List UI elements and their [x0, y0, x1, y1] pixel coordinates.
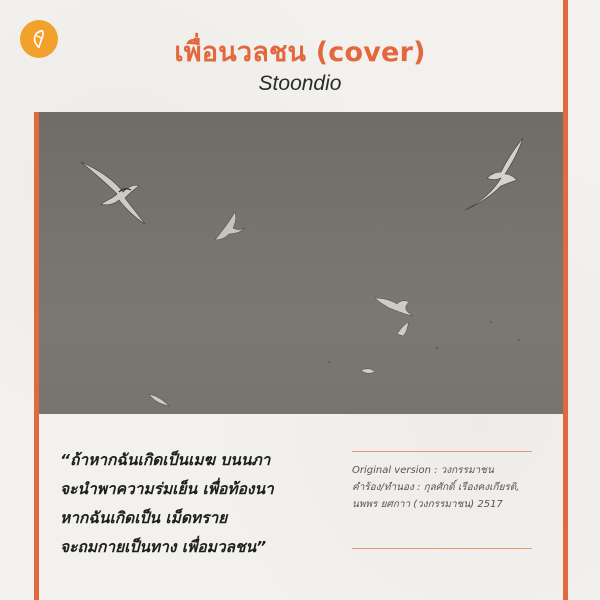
quote-line: จะถมกายเป็นทาง เพื่อมวลชน” — [60, 538, 267, 556]
credit-line: นพพร ยศกาา (วงกรรมาชน) 2517 — [352, 499, 503, 510]
seagull-large-left — [81, 162, 145, 224]
song-credits — [352, 462, 552, 513]
quote-line: “ถ้าหากฉันเกิดเป็นเมฆ บนนภา — [60, 451, 271, 469]
distant-birds — [328, 321, 520, 363]
quote-line: จะนำพาความร่มเย็น เพื่อท้องนา — [60, 480, 274, 498]
credit-line: Original version : วงกรรมาชน — [352, 465, 494, 476]
quote-line: หากฉันเกิดเป็น เม็ดทราย — [60, 509, 228, 527]
page-title: เพื่อนวลชน (cover) — [174, 37, 426, 68]
seagull-photo — [39, 112, 563, 414]
lyrics-quote — [60, 446, 360, 562]
accent-bar-right — [563, 0, 568, 600]
credit-line: คำร้อง/ทำนอง : กุลศักดิ์ เรืองคงเกียรติ, — [352, 482, 520, 493]
artist-name: Stoondio — [258, 72, 342, 95]
seagull-small-cluster — [149, 298, 413, 406]
divider-bottom — [352, 548, 532, 549]
seagull-small-mid — [215, 212, 245, 240]
divider-top — [352, 451, 532, 452]
seagulls-illustration — [39, 112, 563, 414]
seagull-upper-right — [465, 138, 523, 210]
